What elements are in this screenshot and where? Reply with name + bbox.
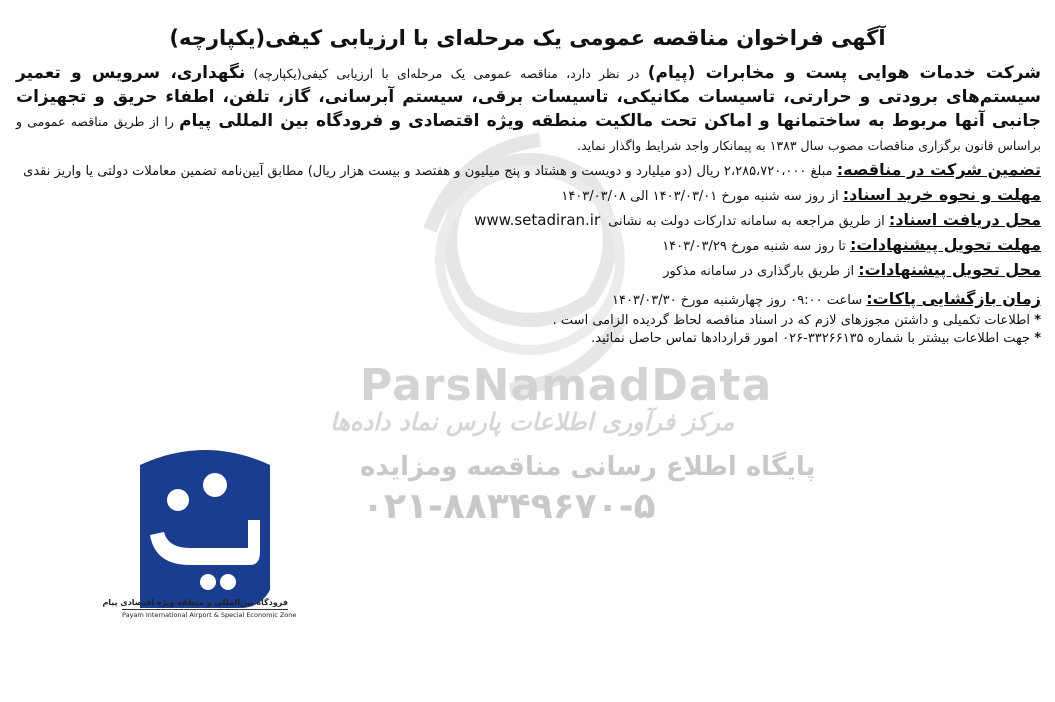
logo-caption-fa: فرودگاه بین‌المللی و منطقه ویژه اقتصادی پیام — [102, 598, 288, 607]
notice-intro — [16, 62, 1041, 158]
delivery-value: از طریق بارگذاری در سامانه مذکور — [663, 264, 859, 279]
intro-text-2: را از طریق مناقصه عمومی و براساس قانون برگزاری مناقصات مصوب سال ۱۳۸۳ به پیمانکار واجد شرایط واگذار نماید. — [16, 114, 1041, 153]
watermark-line-1: مرکز فرآوری اطلاعات پارس نماد داده‌ها — [330, 408, 735, 436]
delivery-label: محل تحویل پیشنهادات: — [858, 260, 1041, 279]
guarantee-row — [16, 158, 1041, 183]
watermark-phone: ۰۲۱-۸۸۳۴۹۶۷۰-۵ — [362, 486, 656, 527]
notice-title: آگهی فراخوان مناقصه عمومی یک مرحله‌ای با ارزیابی کیفی(یکپارچه) — [169, 26, 886, 50]
purchase-label: مهلت و نحوه خرید اسناد: — [842, 185, 1041, 204]
guarantee-value: مبلغ ۲،۲۸۵،۷۲۰،۰۰۰ ریال (دو میلیارد و دویست و هشتاد و پنج میلیون و هفتصد و بیست هزار ریال) مطابق آیین‌نامه تضمین معاملات دولتی یا واریز نقدی — [23, 164, 837, 179]
note-text: جهت اطلاعات بیشتر با شماره ۳۳۲۶۶۱۳۵-۰۲۶ امور قراردادها تماس حاصل نمائید. — [591, 331, 1031, 346]
note-text: اطلاعات تکمیلی و داشتن مجوزهای لازم که در اسناد مناقصه لحاظ گردیده الزامی است . — [552, 313, 1031, 328]
deadline-row — [16, 233, 1041, 258]
watermark-line-2: پایگاه اطلاع رسانی مناقصه ومزایده — [360, 452, 816, 482]
receive-label: محل دریافت اسناد: — [888, 210, 1041, 229]
tender-subject: نگهداری، سرویس و تعمیر سیستم‌های برودتی و حرارتی، تاسیسات مکانیکی، تاسیسات برقی، سیستم آبرسانی، گاز، تلفن، اطفاء حریق و تجهیزات جانبی آنها مربوط به ساختمانها و اماکن تحت مالکیت منطقه ویژه اقتصادی و فرودگاه بین المللی پیام — [16, 63, 1042, 131]
opening-label: زمان بازگشایی پاکات: — [866, 289, 1041, 308]
website-link[interactable]: www.setadiran.ir — [474, 211, 601, 229]
logo-mark-text: پیام — [195, 529, 215, 543]
note-bullet-icon: * — [1034, 331, 1041, 346]
receive-row — [16, 208, 1041, 233]
guarantee-label: تضمین شرکت در مناقصه: — [836, 160, 1041, 179]
purchase-row — [16, 183, 1041, 208]
logo-caption — [102, 598, 297, 619]
deadline-value: تا روز سه شنبه مورخ ۱۴۰۳/۰۳/۲۹ — [662, 239, 850, 254]
delivery-row — [16, 258, 1041, 283]
opening-value: ساعت ۰۹:۰۰ روز چهارشنبه مورخ ۱۴۰۳/۰۳/۳۰ — [611, 293, 867, 308]
logo-caption-en: Payam International Airport & Special Economic Zone — [122, 611, 297, 619]
receive-value: از طریق مراجعه به سامانه تدارکات دولت به نشانی — [608, 214, 889, 229]
note-bullet-icon: * — [1034, 313, 1041, 328]
opening-row — [16, 287, 1041, 312]
intro-text-1: در نظر دارد، مناقصه عمومی یک مرحله‌ای با ارزیابی کیفی(یکپارچه) — [245, 66, 648, 81]
company-name: شرکت خدمات هوایی پست و مخابرات (پیام) — [647, 63, 1041, 83]
watermark-brand: ParsNamadData — [360, 360, 773, 411]
note-item — [16, 330, 1041, 348]
note-item — [16, 312, 1041, 330]
notice-body — [16, 34, 1041, 348]
deadline-label: مهلت تحویل پیشنهادات: — [849, 235, 1041, 254]
purchase-value: از روز سه شنبه مورخ ۱۴۰۳/۰۳/۰۱ الی ۱۴۰۳/۰۳/۰۸ — [561, 189, 843, 204]
